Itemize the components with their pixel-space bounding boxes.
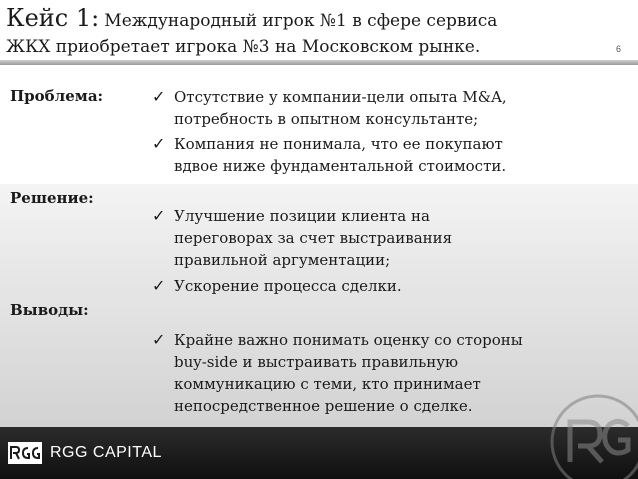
slide-title <box>6 2 606 60</box>
title-line-1-text: Международный игрок №1 в сфере сервиса <box>104 11 498 31</box>
title-prefix: Кейс 1: <box>6 4 100 32</box>
title-line-1 <box>6 2 606 34</box>
section-label-conclusions: Выводы: <box>10 301 89 319</box>
bullet-list-solution <box>150 205 630 297</box>
checkmark-icon: ✓ <box>152 134 166 153</box>
bullet-line: потребность в опытном консультанте; <box>174 110 479 128</box>
checkmark-icon: ✓ <box>152 206 166 225</box>
bullet-line: коммуникацию с теми, кто принимает <box>174 375 481 393</box>
footer-bar <box>0 427 638 479</box>
title-line-2: ЖКХ приобретает игрока №3 на Московском рынке. <box>6 37 481 57</box>
bullet-list-problem <box>150 86 630 177</box>
logo-text: RGG CAPITAL <box>50 444 162 461</box>
bullet-line: buy-side и выстраивать правильную <box>174 353 459 371</box>
bullet-line: Улучшение позиции клиента на <box>174 207 430 225</box>
bullet-line: переговорах за счет выстраивания <box>174 229 453 247</box>
section-label-problem: Проблема: <box>10 87 104 105</box>
bullet-item <box>150 275 630 297</box>
bullet-line: Отсутствие у компании-цели опыта M&A, <box>174 88 507 106</box>
bullet-item <box>150 86 630 130</box>
rgg-emblem-icon <box>548 392 638 479</box>
rgg-logo-icon <box>8 442 42 464</box>
bullet-item <box>150 205 630 271</box>
bullet-item <box>150 133 630 177</box>
checkmark-icon: ✓ <box>152 330 166 349</box>
bullet-line: правильной аргументации; <box>174 251 391 269</box>
bullet-line: Ускорение процесса сделки. <box>174 277 402 295</box>
checkmark-icon: ✓ <box>152 276 166 295</box>
title-divider <box>0 60 638 65</box>
bullet-line: вдвое ниже фундаментальной стоимости. <box>174 157 507 175</box>
bullet-line: Компания не понимала, что ее покупают <box>174 135 503 153</box>
section-label-solution: Решение: <box>10 189 94 207</box>
bullet-line: Крайне важно понимать оценку со стороны <box>174 331 523 349</box>
page-number: 6 <box>616 44 622 54</box>
checkmark-icon: ✓ <box>152 87 166 106</box>
bullet-line: непосредственное решение о сделке. <box>174 397 473 415</box>
